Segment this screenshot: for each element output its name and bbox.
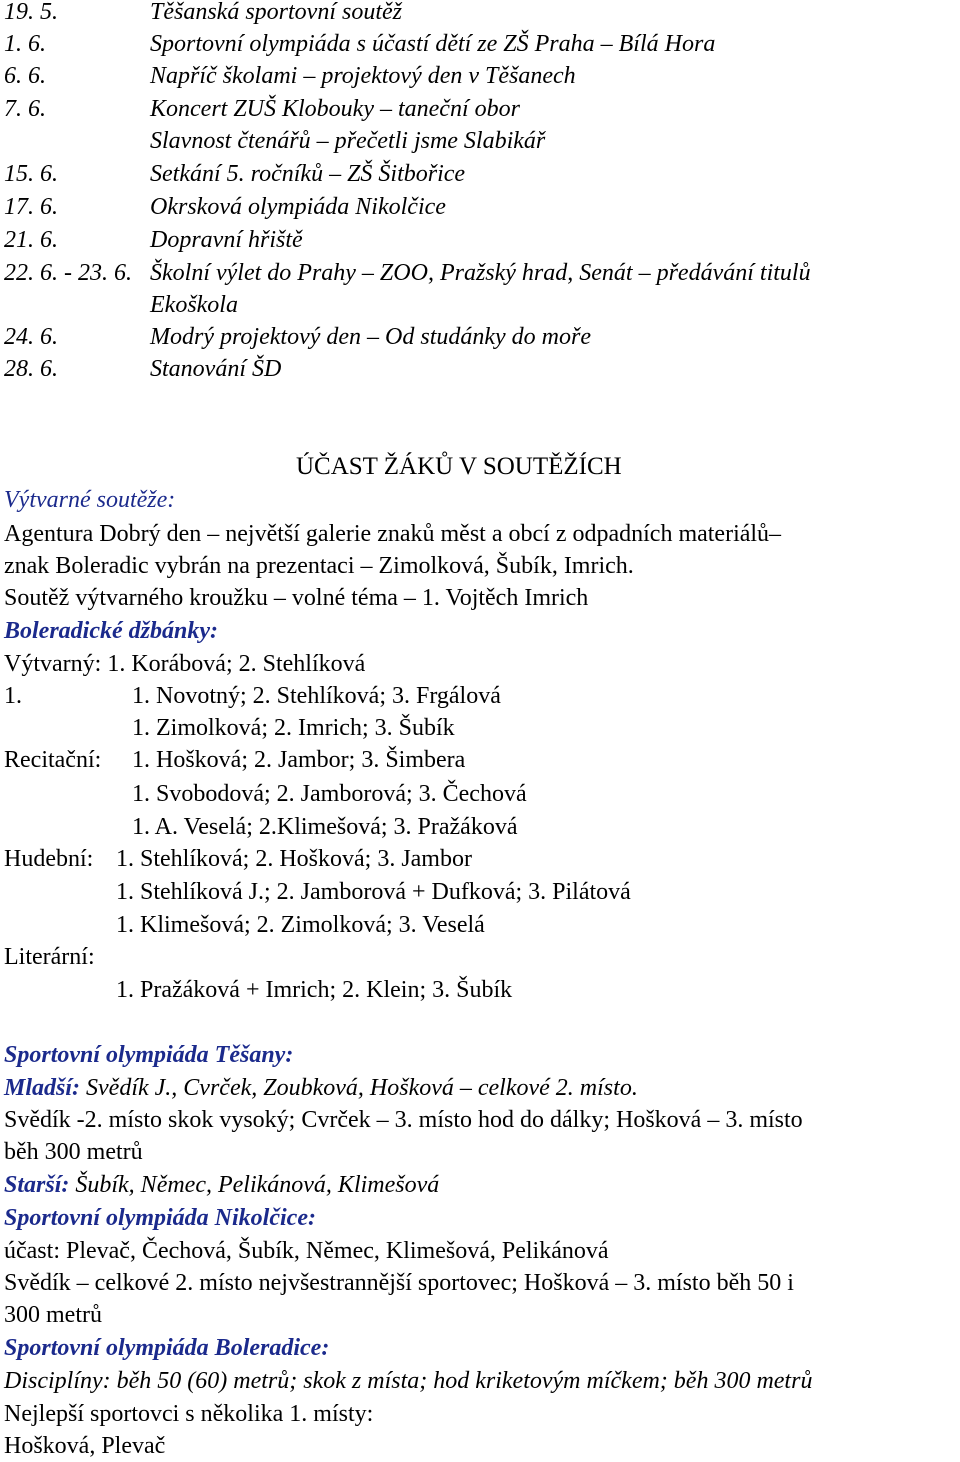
result-text: 1. A. Veselá; 2.Klimešová; 3. Pražáková	[132, 814, 518, 840]
event-date: 15. 6.	[4, 161, 58, 187]
boleradice-line: Nejlepší sportovci s několika 1. místy:	[4, 1401, 374, 1427]
event-row	[4, 257, 811, 289]
literarni-label: Literární:	[4, 944, 95, 970]
event-text: Ekoškola	[150, 292, 238, 318]
art-line: znak Boleradic vybrán na prezentaci – Zimolková, Šubík, Imrich.	[4, 553, 634, 579]
tesany-line: běh 300 metrů	[4, 1139, 143, 1165]
result-text: 1. Korábová; 2. Stehlíková	[107, 651, 366, 677]
event-text: Dopravní hřiště	[150, 227, 303, 253]
boleradice-section-title: Sportovní olympiáda Boleradice:	[4, 1335, 330, 1361]
starsi-text: Šubík, Němec, Pelikánová, Klimešová	[75, 1172, 440, 1198]
starsi-label: Starší:	[4, 1172, 70, 1198]
vytvarny-row	[4, 680, 22, 712]
event-date: 19. 5.	[4, 0, 58, 25]
event-text: Okrsková olympiáda Nikolčice	[150, 194, 446, 220]
nikolcice-line: Svědík – celkové 2. místo nejvšestrannější sportovec; Hošková – 3. místo běh 50 i	[4, 1270, 794, 1296]
recitacni-row	[4, 744, 101, 776]
event-date: 22. 6. - 23. 6.	[4, 260, 132, 286]
event-date: 17. 6.	[4, 194, 58, 220]
event-row	[4, 353, 281, 385]
event-row	[4, 289, 238, 321]
hudebni-label: Hudební:	[4, 846, 94, 872]
event-text: Koncert ZUŠ Klobouky – taneční obor	[150, 96, 520, 122]
event-date: 7. 6.	[4, 96, 46, 122]
event-row	[4, 158, 465, 190]
tesany-section-title: Sportovní olympiáda Těšany:	[4, 1042, 294, 1068]
event-text: Napříč školami – projektový den v Těšanech	[150, 63, 576, 89]
hudebni-row	[4, 843, 93, 875]
art-line: Agentura Dobrý den – největší galerie znaků měst a obcí z odpadních materiálů–	[4, 521, 782, 547]
event-text: Modrý projektový den – Od studánky do moře	[150, 324, 591, 350]
section-heading: ÚČAST ŽÁKŮ V SOUTĚŽÍCH	[296, 453, 622, 480]
event-text: Sportovní olympiáda s účastí dětí ze ZŠ Praha – Bílá Hora	[150, 31, 716, 57]
event-row	[4, 125, 545, 157]
result-text: 1. Stehlíková J.; 2. Jamborová + Dufková; 3. Pilátová	[116, 879, 631, 905]
recitacni-label: Recitační:	[4, 747, 102, 773]
mladsi-text: Svědík J., Cvrček, Zoubková, Hošková – celkové 2. místo.	[86, 1075, 638, 1101]
event-date: 21. 6.	[4, 227, 58, 253]
boleradice-disciplines: Disciplíny: běh 50 (60) metrů; skok z místa; hod kriketovým míčkem; běh 300 metrů	[4, 1368, 813, 1394]
tesany-line: Svědík -2. místo skok vysoký; Cvrček – 3. místo hod do dálky; Hošková – 3. místo	[4, 1107, 803, 1133]
nikolcice-line: 300 metrů	[4, 1302, 102, 1328]
event-text: Setkání 5. ročníků – ZŠ Šitbořice	[150, 161, 466, 187]
dzbanky-section-title: Boleradické džbánky:	[4, 618, 218, 644]
boleradice-line: Hošková, Plevač	[4, 1433, 166, 1459]
result-text: 1. Hošková; 2. Jambor; 3. Šimbera	[132, 747, 466, 773]
event-text: Těšanská sportovní soutěž	[150, 0, 402, 25]
result-text: 1. Klimešová; 2. Zimolková; 3. Veselá	[116, 912, 485, 938]
event-text: Stanování ŠD	[150, 356, 282, 382]
list-number: 1.	[4, 683, 22, 709]
vytvarny-row	[4, 648, 365, 680]
event-text: Slavnost čtenářů – přečetli jsme Slabikář	[150, 128, 546, 154]
nikolcice-line: účast: Plevač, Čechová, Šubík, Němec, Klimešová, Pelikánová	[4, 1238, 609, 1264]
event-row	[4, 224, 303, 256]
event-row	[4, 60, 576, 92]
nikolcice-section-title: Sportovní olympiáda Nikolčice:	[4, 1205, 316, 1231]
event-row	[4, 191, 446, 223]
event-date: 6. 6.	[4, 63, 46, 89]
event-date: 28. 6.	[4, 356, 58, 382]
event-row	[4, 0, 402, 28]
event-date: 24. 6.	[4, 324, 58, 350]
result-text: 1. Svobodová; 2. Jamborová; 3. Čechová	[132, 781, 527, 807]
mladsi-label: Mladší:	[4, 1075, 81, 1101]
event-date: 1. 6.	[4, 31, 46, 57]
art-line: Soutěž výtvarného kroužku – volné téma – 1. Vojtěch Imrich	[4, 585, 589, 611]
result-text: 1. Novotný; 2. Stehlíková; 3. Frgálová	[132, 683, 501, 709]
result-text: 1. Stehlíková; 2. Hošková; 3. Jambor	[116, 846, 472, 872]
tesany-starsi-row	[4, 1169, 439, 1201]
event-text: Školní výlet do Prahy – ZOO, Pražský hrad, Senát – předávání titulů	[150, 260, 811, 286]
result-text: 1. Zimolková; 2. Imrich; 3. Šubík	[132, 715, 455, 741]
event-row	[4, 321, 591, 353]
event-row	[4, 93, 520, 125]
event-row	[4, 28, 715, 60]
art-section-title: Výtvarné soutěže:	[4, 487, 176, 513]
result-text: 1. Pražáková + Imrich; 2. Klein; 3. Šubík	[116, 977, 513, 1003]
vytvarny-label: Výtvarný:	[4, 651, 102, 677]
tesany-mladsi-row	[4, 1072, 638, 1104]
